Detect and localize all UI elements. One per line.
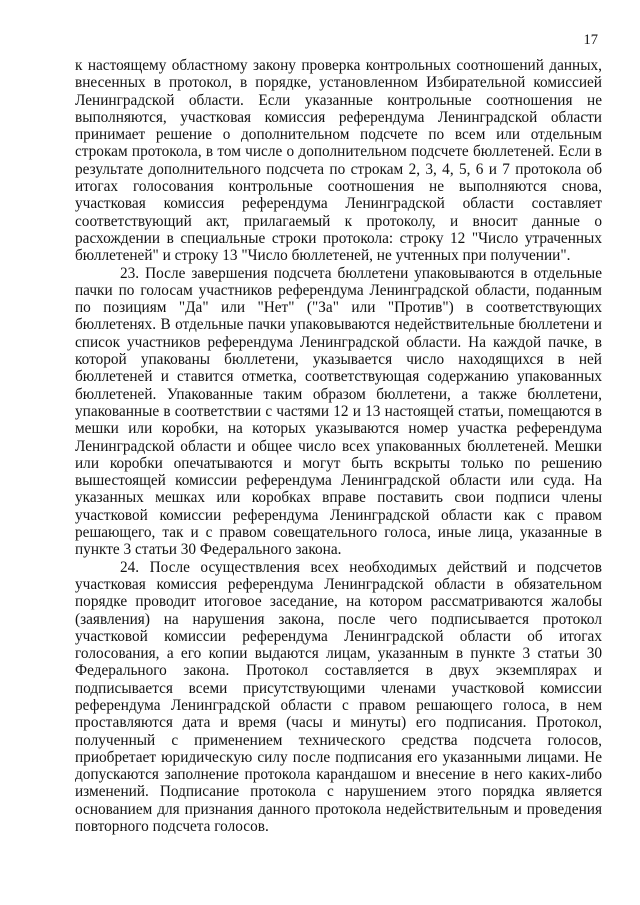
page-number: 17: [583, 32, 598, 48]
paragraph-23: 23. После завершения подсчета бюллетени упаковываются в отдельные пачки по голосам участников референдума Ленинградской области, поданным по позициям "Да" или "Нет" ("За" или "Против") в соответствующих бюллетенях. В отдельные пачки упаковываются недействительные бюллетени и список участников референдума Ленинградской области. На каждой пачке, в которой упакованы бюллетени, указывается число находящихся в ней бюллетеней и ставится отметка, соответствующая содержанию упакованных бюллетеней. Упакованные таким образом бюллетени, а также бюллетени, упакованные в соответствии с частями 12 и 13 настоящей статьи, помещаются в мешки или коробки, на которых указываются номер участка референдума Ленинградской области и общее число всех упакованных бюллетеней. Мешки или коробки опечатываются и могут быть вскрыты только по решению вышестоящей комиссии референдума Ленинградской области или суда. На указанных мешках или коробках вправе поставить свои подписи члены участковой комиссии референдума Ленинградской области как с правом решающего, так и с правом совещательного голоса, иные лица, указанные в пункте 3 статьи 30 Федерального закона.: [75, 264, 602, 559]
document-body: [75, 57, 602, 835]
paragraph-continuation: к настоящему областному закону проверка контрольных соотношений данных, внесенных в протокол, в порядке, установленном Избирательной комиссией Ленинградской области. Если указанные контрольные соотношения не выполняются, участковая комиссия референдума Ленинградской области принимает решение о дополнительном подсчете по всем или отдельным строкам протокола, в том числе о дополнительном подсчете бюллетеней. Если в результате дополнительного подсчета по строкам 2, 3, 4, 5, 6 и 7 протокола об итогах голосования контрольные соотношения не выполняются снова, участковая комиссия референдума Ленинградской области составляет соответствующий акт, прилагаемый к протоколу, и вносит данные о расхождении в специальные строки протокола: строку 12 "Число утраченных бюллетеней" и строку 13 "Число бюллетеней, не учтенных при получении".: [75, 57, 602, 265]
paragraph-24: 24. После осуществления всех необходимых действий и подсчетов участковая комиссия референдума Ленинградской области в обязательном порядке проводит итоговое заседание, на котором рассматриваются жалобы (заявления) на нарушения закона, после чего подписывается протокол участковой комиссии референдума Ленинградской области об итогах голосования, а его копии выдаются лицам, указанным в пункте 3 статьи 30 Федерального закона. Протокол составляется в двух экземплярах и подписывается всеми присутствующими членами участковой комиссии референдума Ленинградской области с правом решающего голоса, в нем проставляются дата и время (часы и минуты) его подписания. Протокол, полученный с применением технического средства подсчета голосов, приобретает юридическую силу после подписания его указанными лицами. Не допускаются заполнение протокола карандашом и внесение в него каких-либо изменений. Подписание протокола с нарушением этого порядка является основанием для признания данного протокола недействительным и проведения повторного подсчета голосов.: [75, 558, 602, 836]
